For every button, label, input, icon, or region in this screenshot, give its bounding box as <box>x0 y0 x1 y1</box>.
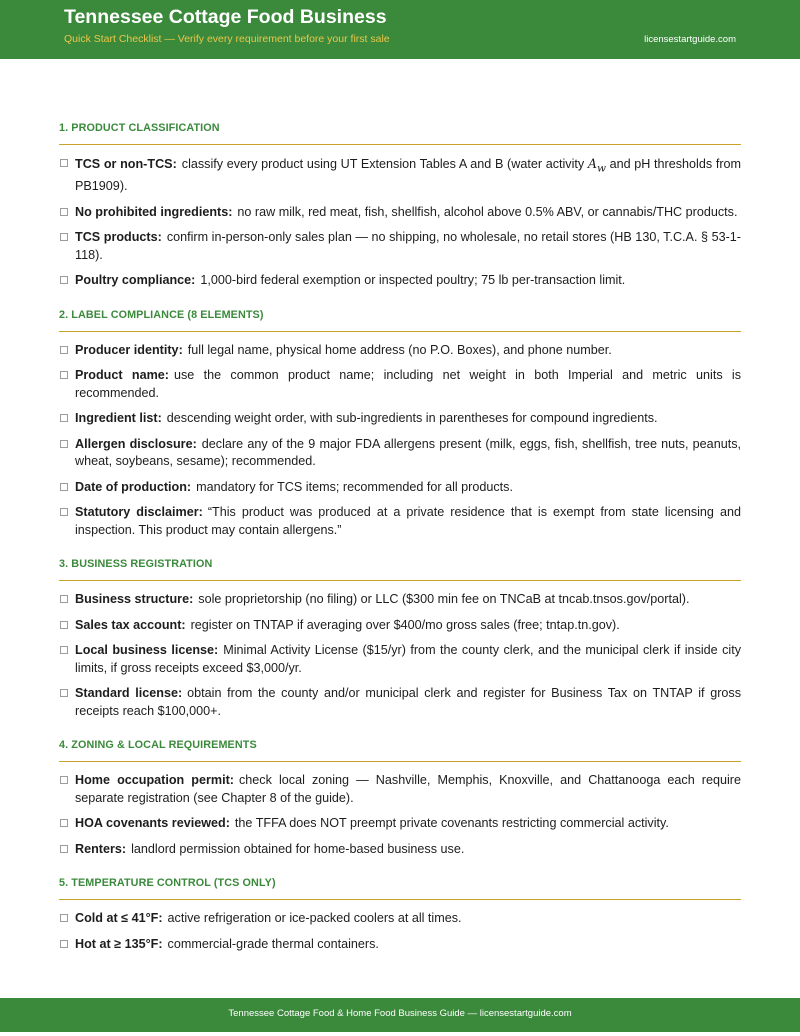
section-heading: 4. ZONING & LOCAL REQUIREMENTS <box>59 739 741 762</box>
checkbox[interactable] <box>60 414 68 422</box>
water-activity-symbol <box>587 156 606 175</box>
checklist-item <box>59 229 741 264</box>
item-label: Business structure: <box>75 592 194 607</box>
item-label: Cold at ≤ 41°F: <box>75 911 163 926</box>
checklist-item <box>59 155 741 196</box>
item-label: Home occupation permit: <box>75 773 234 788</box>
section-heading: 1. PRODUCT CLASSIFICATION <box>59 122 741 145</box>
checklist-item <box>59 479 741 497</box>
checklist-item <box>59 642 741 677</box>
item-label: Date of production: <box>75 479 192 494</box>
document-subtitle: Quick Start Checklist — Verify every requirement before your first sale <box>64 33 390 45</box>
checkbox[interactable] <box>60 208 68 216</box>
checkbox[interactable] <box>60 233 68 241</box>
checklist-item <box>59 685 741 720</box>
checklist-item <box>59 591 741 609</box>
checklist-item <box>59 342 741 360</box>
item-label: Hot at ≥ 135°F: <box>75 936 163 951</box>
item-label: Ingredient list: <box>75 411 162 426</box>
checkbox[interactable] <box>60 940 68 948</box>
checklist-item <box>59 841 741 859</box>
item-label: Poultry compliance: <box>75 273 196 288</box>
symbol-subscript: w <box>596 162 606 175</box>
section-temperature-control <box>59 877 741 953</box>
item-label: Product name: <box>75 368 169 383</box>
item-text: check local zoning — Nashville, Memphis, Knoxville, and Chattanooga each require separate registration (see Chapter 8 of the guide). <box>75 773 741 805</box>
item-text: declare any of the 9 major FDA allergens present (milk, eggs, fish, shellfish, tree nuts, peanuts, wheat, soybeans, sesame); recommended. <box>75 436 741 469</box>
item-text-part: and pH thresholds from PB1909). <box>75 157 742 194</box>
checkbox[interactable] <box>60 440 68 448</box>
page-header <box>0 0 800 59</box>
checklist-item <box>59 204 741 222</box>
item-label: No prohibited ingredients: <box>75 204 233 219</box>
checkbox[interactable] <box>60 276 68 284</box>
item-label: Standard license: <box>75 686 183 701</box>
item-label: Producer identity: <box>75 342 183 357</box>
checkbox[interactable] <box>60 159 68 167</box>
item-label: TCS products: <box>75 230 162 245</box>
checklist-item <box>59 815 741 833</box>
item-text: 1,000-bird federal exemption or inspected poultry; 75 lb per-transaction limit. <box>200 273 626 288</box>
item-text: sole proprietorship (no filing) or LLC ($300 min fee on TNCaB at tncab.tnsos.gov/portal). <box>198 592 690 607</box>
checkbox[interactable] <box>60 689 68 697</box>
document-title: Tennessee Cottage Food Business <box>64 6 387 28</box>
item-text: Minimal Activity License ($15/yr) from the county clerk, and the municipal clerk if inside city limits, if gross receipts exceed $3,000/yr. <box>75 643 741 675</box>
item-label: Sales tax account: <box>75 617 186 632</box>
item-label: Local business license: <box>75 643 219 658</box>
checkbox[interactable] <box>60 776 68 784</box>
checklist-item <box>59 617 741 635</box>
section-heading: 5. TEMPERATURE CONTROL (TCS ONLY) <box>59 877 741 900</box>
item-text: use the common product name; including net weight in both Imperial and metric units is recommended. <box>75 368 742 400</box>
item-label: Renters: <box>75 841 127 856</box>
header-site-url: licensestartguide.com <box>644 34 736 45</box>
item-label: Allergen disclosure: <box>75 436 197 451</box>
page-footer <box>0 998 800 1032</box>
checkbox[interactable] <box>60 346 68 354</box>
item-text: no raw milk, red meat, fish, shellfish, alcohol above 0.5% ABV, or cannabis/THC products. <box>237 204 738 219</box>
checklist-item <box>59 936 741 954</box>
section-label-compliance <box>59 309 741 540</box>
footer-text: Tennessee Cottage Food & Home Food Business Guide — licensestartguide.com <box>228 1008 572 1019</box>
checkbox[interactable] <box>60 646 68 654</box>
checkbox[interactable] <box>60 371 68 379</box>
item-label: Statutory disclaimer: <box>75 505 203 520</box>
symbol-base: A <box>587 156 597 171</box>
checkbox[interactable] <box>60 483 68 491</box>
item-text: active refrigeration or ice-packed coolers at all times. <box>167 911 462 926</box>
section-business-registration <box>59 558 741 720</box>
item-text: descending weight order, with sub-ingredients in parentheses for compound ingredients. <box>166 411 658 426</box>
item-text: full legal name, physical home address (no P.O. Boxes), and phone number. <box>187 342 612 357</box>
item-text: landlord permission obtained for home-based business use. <box>131 841 465 856</box>
checklist-item <box>59 436 741 471</box>
item-text: commercial-grade thermal containers. <box>167 936 379 951</box>
checklist-item <box>59 272 741 290</box>
section-heading: 3. BUSINESS REGISTRATION <box>59 558 741 581</box>
checklist-item <box>59 910 741 928</box>
checkbox[interactable] <box>60 914 68 922</box>
item-text: register on TNTAP if averaging over $400/mo gross sales (free; tntap.tn.gov). <box>190 617 620 632</box>
section-zoning-local <box>59 739 741 858</box>
checklist-item <box>59 367 741 402</box>
section-heading: 2. LABEL COMPLIANCE (8 ELEMENTS) <box>59 309 741 332</box>
checklist-item <box>59 504 741 539</box>
item-label: TCS or non-TCS: <box>75 157 177 171</box>
checkbox[interactable] <box>60 845 68 853</box>
item-text: the TFFA does NOT preempt private covenants restricting commercial activity. <box>234 816 669 831</box>
item-label: HOA covenants reviewed: <box>75 816 230 831</box>
item-text-part: classify every product using UT Extension Tables A and B (water activity <box>181 157 588 171</box>
checklist-content <box>59 122 741 972</box>
checklist-item <box>59 410 741 428</box>
checkbox[interactable] <box>60 621 68 629</box>
section-product-classification <box>59 122 741 290</box>
item-text: obtain from the county and/or municipal clerk and register for Business Tax on TNTAP if gross receipts reach $100,000+. <box>75 686 741 718</box>
item-text: mandatory for TCS items; recommended for all products. <box>196 479 513 494</box>
item-text: confirm in-person-only sales plan — no shipping, no wholesale, no retail stores (HB 130, T.C.A. § 53-1-118). <box>75 230 741 262</box>
item-text: “This product was produced at a private residence that is exempt from state licensing and inspection. This product may contain allergens.” <box>75 505 741 537</box>
checkbox[interactable] <box>60 508 68 516</box>
checklist-item <box>59 772 741 807</box>
checkbox[interactable] <box>60 595 68 603</box>
checkbox[interactable] <box>60 819 68 827</box>
